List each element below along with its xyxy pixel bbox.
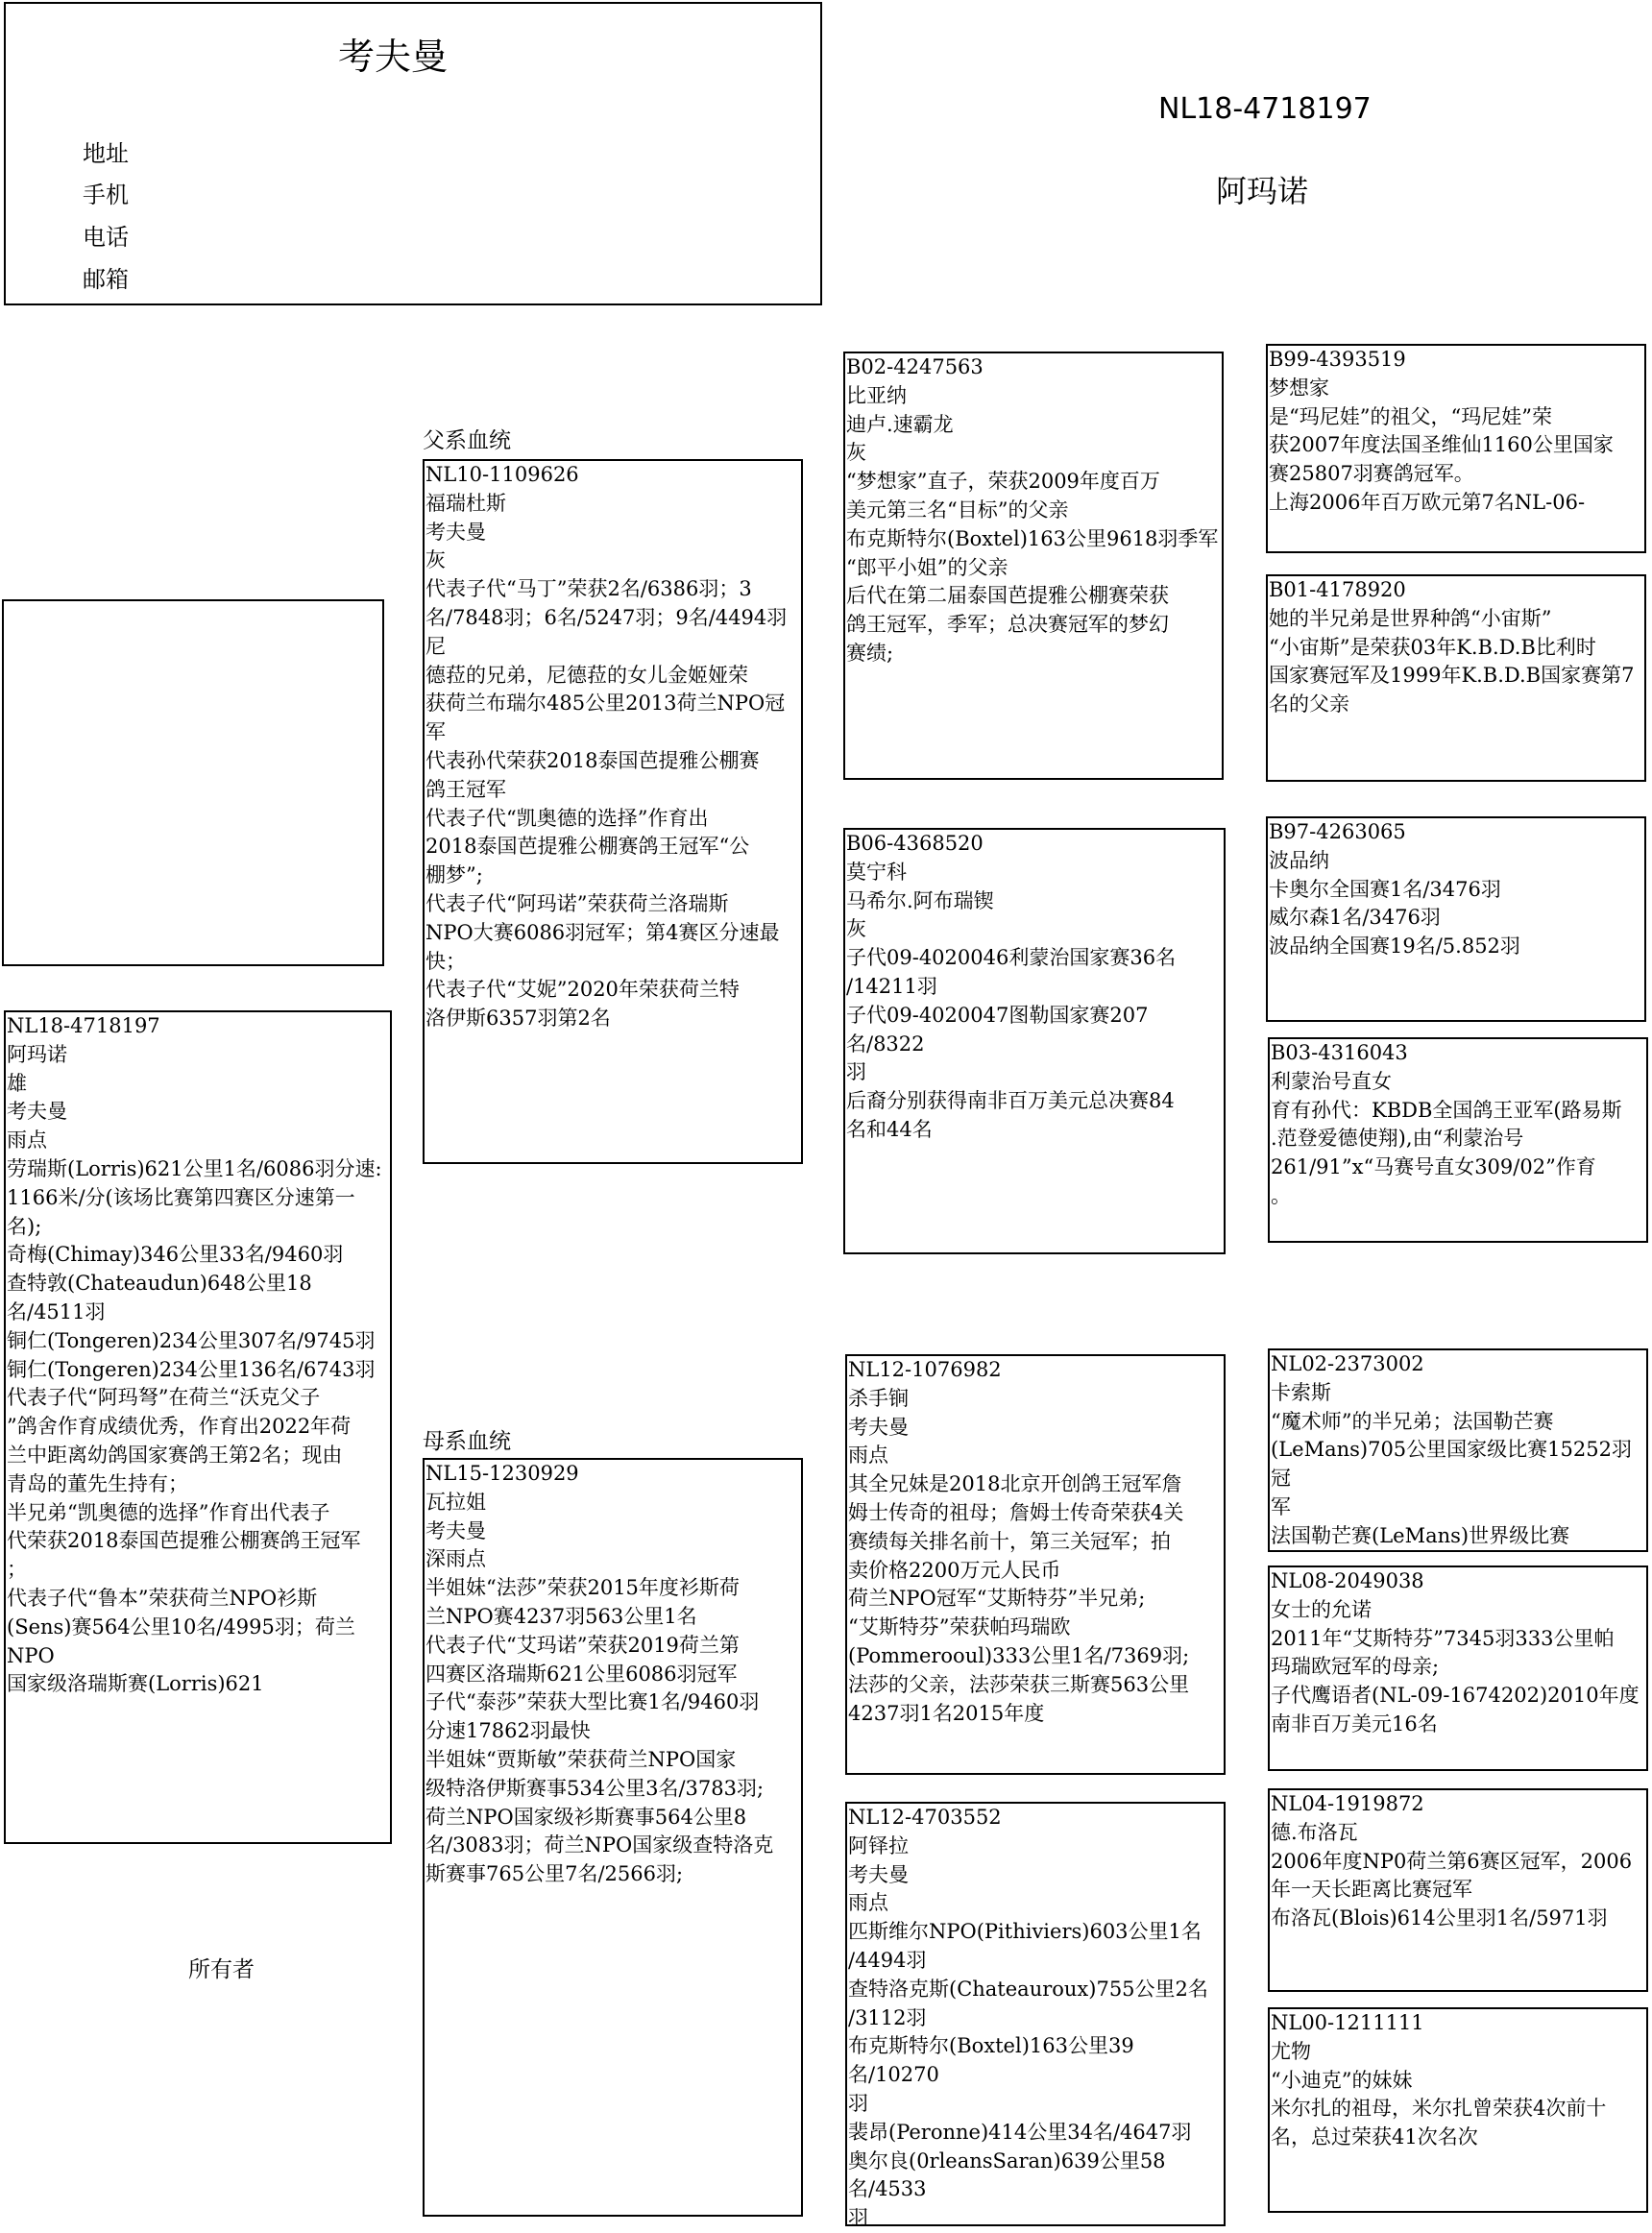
granddam-dam-text: NL12-4703552 阿铎拉 考夫曼 雨点 匹斯维尔NPO(Pithiviers)603公里1名 /4494羽 查特洛克斯(Chateauroux)755公里2名 /3112羽 布克斯特尔(Boxtel)163公里39名/10270 羽 裴昂(Peronne)414公里34名/4647羽 奥尔良(0rleansSaran)639公里58名/4533 羽 — [848, 1806, 1208, 2230]
owner-title: 考夫曼 — [338, 36, 449, 78]
pigeon-name: 阿玛诺 — [1216, 173, 1309, 209]
ggp-sss-text: B99-4393519 梦想家 是“玛尼娃”的祖父，“玛尼娃”荣 获2007年度法国圣维仙1160公里国家 赛25807羽赛鸽冠军。 上海2006年百万欧元第7名NL-06- — [1269, 348, 1614, 514]
grandsire-sire-text: B02-4247563 比亚纳 迪卢.速霸龙 灰 “梦想家”直子，荣获2009年度百万 美元第三名“目标”的父亲 布克斯特尔(Boxtel)163公里9618羽季军 “郎平小姐”的父亲 后代在第二届泰国芭提雅公棚赛荣获 鸽王冠军，季军；总决赛冠军的梦幻 赛绩; — [846, 355, 1219, 665]
sire-pedigree-text: NL10-1109626 福瑞杜斯 考夫曼 灰 代表子代“马丁”荣获2名/6386羽；3 名/7848羽；6名/5247羽；9名/4494羽尼 德菈的兄弟，尼德菈的女儿金姬娅荣 获荷兰布瑞尔485公里2013荷兰NPO冠 军 代表孙代荣获2018泰国芭提雅公棚赛 鸽王冠军 代表子代“凯奥德的选择”作育出 2018泰国芭提雅公棚赛鸽王冠军“公 棚梦”; 代表子代“阿玛诺”荣获荷兰洛瑞斯 NPO大赛6086羽冠军；第4赛区分速最 快； 代表子代“艾妮”2020年荣获荷兰特 洛伊斯6357羽第2名 — [425, 463, 788, 1031]
ring-number: NL18-4718197 — [1158, 92, 1372, 126]
ggp-sds-text: B97-4263065 波品纳 卡奥尔全国赛1名/3476羽 威尔森1名/3476羽 波品纳全国赛19名/5.852羽 — [1269, 820, 1520, 959]
contact-email-label: 邮箱 — [83, 266, 129, 293]
dam-pedigree-text: NL15-1230929 瓦拉姐 考夫曼 深雨点 半姐妹“法莎”荣获2015年度衫斯荷 兰NPO赛4237羽563公里1名 代表子代“艾玛诺”荣获2019荷兰第 四赛区洛瑞斯621公里6086羽冠军 子代“泰莎”荣获大型比赛1名/9460羽 分速17862羽最快 半姐妹“贾斯敏”荣获荷兰NPO国家 级特洛伊斯赛事534公里3名/3783羽; 荷兰NPO国家级衫斯赛事564公里8 名/3083羽；荷兰NPO国家级查特洛克 斯赛事765公里7名/2566羽; — [425, 1462, 774, 1886]
grandsire-dam-text: NL12-1076982 杀手锏 考夫曼 雨点 其全兄妹是2018北京开创鸽王冠军詹 姆士传奇的祖母；詹姆士传奇荣获4关 赛绩每关排名前十，第三关冠军；拍 卖价格2200万元人民币 荷兰NPO冠军“艾斯特芬”半兄弟; “艾斯特芬”荣获帕玛瑞欧 (Pommerooul)333公里1名/7369羽; 法莎的父亲，法莎荣获三斯赛563公里 4237羽1名2015年度 — [848, 1358, 1190, 1725]
dam-line-label: 母系血统 — [423, 1429, 511, 1454]
ggp-dss-text: NL02-2373002 卡索斯 “魔术师”的半兄弟；法国勒芒赛 (LeMans)705公里国家级比赛15252羽冠 军 法国勒芒赛(LeMans)世界级比赛 — [1271, 1352, 1632, 1547]
ggp-dds-text: NL04-1919872 德.布洛瓦 2006年度NP0荷兰第6赛区冠军，2006 年一天长距离比赛冠军 布洛瓦(Blois)614公里羽1名/5971羽 — [1271, 1792, 1633, 1930]
ggp-sdd-text: B03-4316043 利蒙治号直女 育有孙代：KBDB全国鸽王亚军(路易斯 .范登爱德使翔),由“利蒙治号 261/91”x“马赛号直女309/02”作育 。 — [1271, 1041, 1622, 1207]
sire-line-label: 父系血统 — [423, 428, 511, 453]
contact-address-label: 地址 — [83, 140, 129, 167]
ggp-ddd-text: NL00-1211111 尤物 “小迪克”的妹妹 米尔扎的祖母，米尔扎曾荣获4次前十 名，总过荣获41次名次 — [1271, 2011, 1607, 2149]
contact-phone-label: 电话 — [83, 224, 129, 251]
subject-pedigree-text: NL18-4718197 阿玛诺 雄 考夫曼 雨点 劳瑞斯(Lorris)621公里1名/6086羽分速: 1166米/分(该场比赛第四赛区分速第一 名); 奇梅(Chimay)346公里33名/9460羽 查特敦(Chateaudun)648公里18名/4511羽 铜仁(Tongeren)234公里307名/9745羽 铜仁(Tongeren)234公里136名/6743羽 代表子代“阿玛弩”在荷兰“沃克父子 ”鸽舍作育成绩优秀，作育出2022年荷 兰中距离幼鸽国家赛鸽王第2名；现由 青岛的董先生持有； 半兄弟“凯奥德的选择”作育出代表子 代荣获2018泰国芭提雅公棚赛鸽王冠军 ； 代表子代“鲁本”荣获荷兰NPO衫斯 (Sens)赛564公里10名/4995羽；荷兰NPO 国家级洛瑞斯赛(Lorris)621 — [7, 1014, 382, 1696]
contact-mobile-label: 手机 — [83, 182, 129, 208]
granddam-sire-text: B06-4368520 莫宁科 马希尔.阿布瑞锲 灰 子代09-4020046利蒙治国家赛36名 /14211羽 子代09-4020047图勒国家赛207名/8322 羽 后裔分别获得南非百万美元总决赛84 名和44名 — [846, 832, 1177, 1141]
ggp-ssd-text: B01-4178920 她的半兄弟是世界种鸽“小宙斯” “小宙斯”是荣获03年K.B.D.B比利时 国家赛冠军及1999年K.B.D.B国家赛第7 名的父亲 — [1269, 578, 1635, 716]
photo-frame — [2, 599, 384, 966]
owner-label: 所有者 — [188, 1957, 255, 1982]
ggp-dsd-text: NL08-2049038 女士的允诺 2011年“艾斯特芬”7345羽333公里帕 玛瑞欧冠军的母亲; 子代鹰语者(NL-09-1674202)2010年度 南非百万美元16名 — [1271, 1569, 1640, 1735]
